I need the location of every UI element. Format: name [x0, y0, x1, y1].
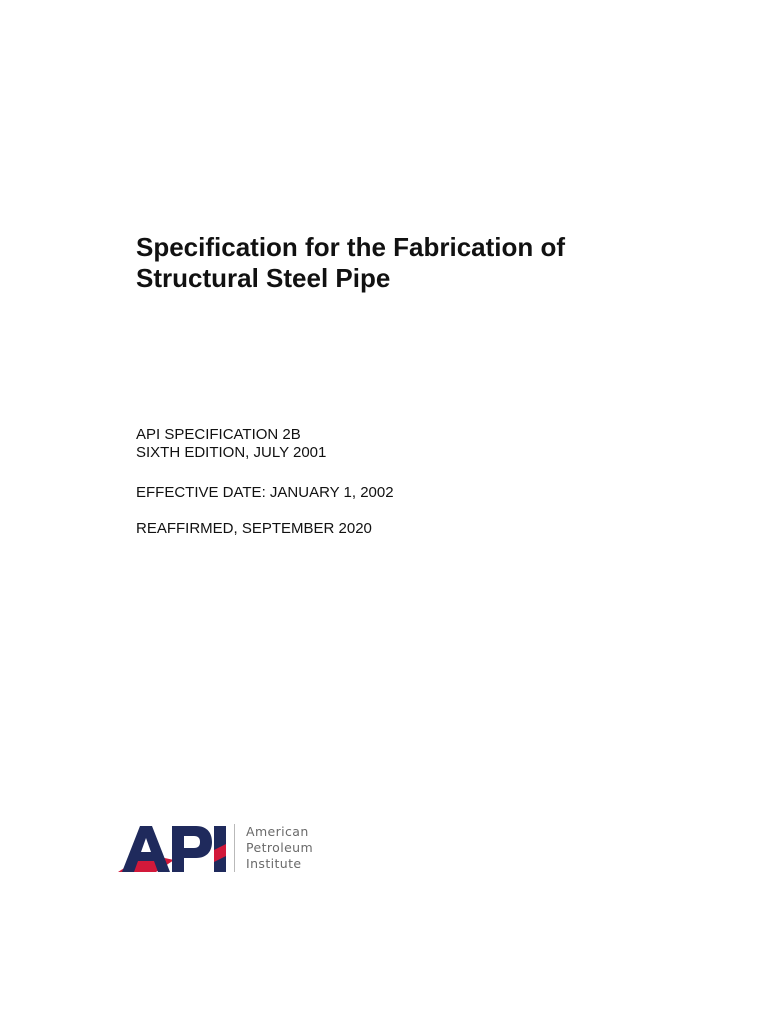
api-logo-mark-icon — [116, 820, 228, 876]
effective-date-text: EFFECTIVE DATE: JANUARY 1, 2002 — [136, 484, 394, 501]
title-line-1: Specification for the Fabrication of — [136, 232, 566, 262]
document-title — [136, 232, 736, 294]
edition: SIXTH EDITION, JULY 2001 — [136, 444, 327, 461]
logo-divider — [234, 824, 235, 872]
logo-wordmark — [246, 824, 313, 872]
spec-info — [136, 426, 636, 462]
spec-number: API SPECIFICATION 2B — [136, 426, 301, 443]
logo-letter-p — [172, 826, 212, 872]
reaffirmed-text: REAFFIRMED, SEPTEMBER 2020 — [136, 520, 372, 537]
logo-name-line-1: American — [246, 824, 309, 839]
logo-name-line-3: Institute — [246, 856, 302, 871]
logo-name-line-2: Petroleum — [246, 840, 314, 855]
title-line-2: Structural Steel Pipe — [136, 263, 391, 293]
reaffirmed — [136, 520, 636, 538]
effective-date — [136, 484, 636, 502]
api-logo — [116, 820, 336, 876]
